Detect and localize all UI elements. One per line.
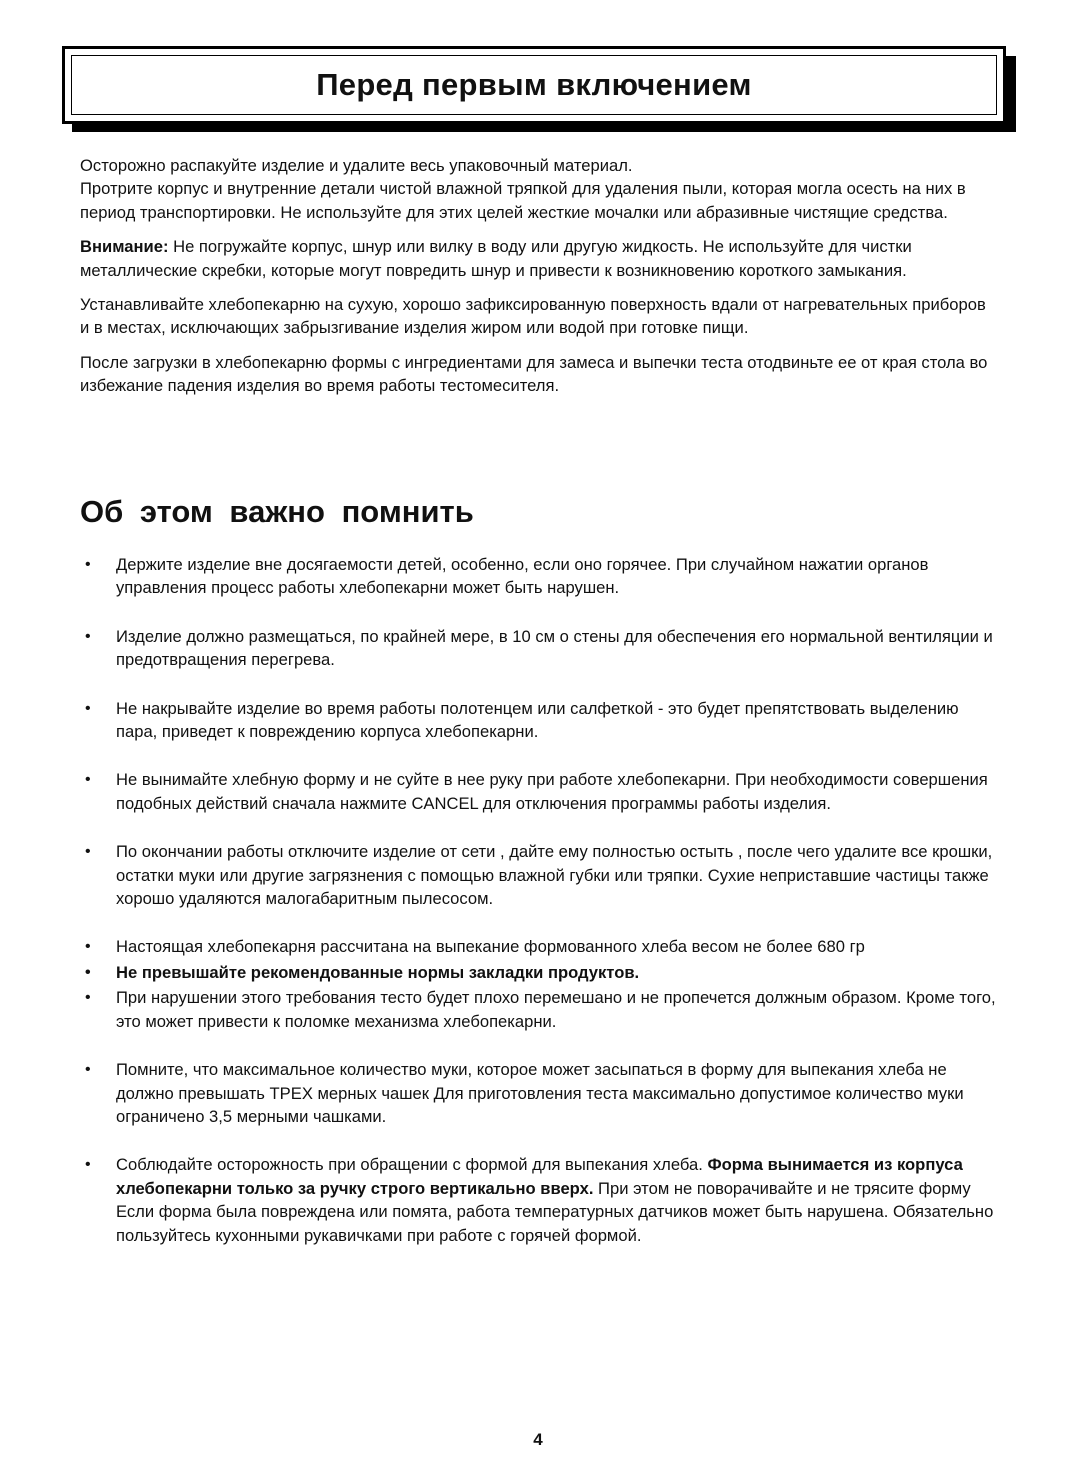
- intro-paragraph-2: [80, 235, 996, 282]
- list-item: [80, 625, 996, 672]
- list-item: [80, 553, 996, 600]
- bullet-icon: •: [85, 627, 91, 645]
- list-item: [80, 1058, 996, 1128]
- list-item-text: Помните, что максимальное количество муки, которое может засыпаться в форму для выпекания хлеба не должно превышать ТРЕХ мерных чашек Для приготовления теста максимально допустимое количество муки ограничено 3,5 мерными чашками.: [116, 1060, 964, 1126]
- intro-paragraph-3: Устанавливайте хлебопекарню на сухую, хорошо зафиксированную поверхность вдали от нагревательных приборов и в местах, исключающих забрызгивание изделия жиром или водой при готовке пищи.: [80, 295, 986, 338]
- intro-paragraph-4: После загрузки в хлебопекарню формы с ингредиентами для замеса и выпечки теста отодвиньте ее от края стола во избежание падения изделия во время работы тестомесителя.: [80, 352, 988, 396]
- list-item: [80, 935, 996, 958]
- list-item: [80, 961, 996, 984]
- title-banner: [62, 46, 1016, 132]
- warning-label: Внимание:: [80, 237, 169, 257]
- list-item-text: Не превышайте рекомендованные нормы закладки продуктов.: [116, 962, 640, 982]
- section-heading: Об этом важно помнить: [80, 494, 474, 529]
- list-item-text: Настоящая хлебопекарня рассчитана на выпекание формованного хлеба весом не более 680 гр: [116, 937, 865, 957]
- list-item-text: Держите изделие вне досягаемости детей, особенно, если оно горячее. При случайном нажатии органов управления процесс работы хлебопекарни может быть нарушен.: [116, 555, 929, 598]
- bullet-icon: •: [85, 843, 91, 861]
- intro-p1-line1: Осторожно распакуйте изделие и удалите весь упаковочный материал.: [80, 156, 633, 175]
- page-title: Перед первым включением: [316, 67, 752, 102]
- bullet-icon: •: [85, 699, 91, 717]
- list-item-text: По окончании работы отключите изделие от сети , дайте ему полностью остыть , после чего удалите все крошки, остатки муки или другие загрязнения с помощью влажной губки или тряпки. Сухие неприставшие частицы также хорошо удаляются малогабаритным пылесосом.: [116, 842, 993, 909]
- bullet-icon: •: [85, 963, 91, 981]
- list-item-text: Изделие должно размещаться, по крайней мере, в 10 см о стены для обеспечения его нормальной вентиляции и предотвращения перегрева.: [116, 626, 993, 670]
- bullet-icon: •: [85, 771, 91, 789]
- title-frame: [62, 46, 1006, 124]
- title-inner-frame: [71, 55, 997, 115]
- reminder-list: [80, 553, 996, 1247]
- list-item-text: Не накрывайте изделие во время работы полотенцем или салфеткой - это будет препятствовать выделению пара, приведет к повреждению корпуса хлебопекарни.: [116, 698, 959, 742]
- list-item-text-tail: При этом не поворачивайте и не трясите форму Если форма была повреждена или помята, работа температурных датчиков может быть нарушена. Обязательно пользуйтесь кухонными рукавичками при работе с горячей формой.: [116, 1178, 994, 1245]
- list-item: [80, 840, 996, 910]
- page-number: 4: [533, 1430, 543, 1449]
- intro-p1-line2: Протрите корпус и внутренние детали чистой влажной тряпкой для удаления пыли, которая могла осесть на них в период транспортировки. Не используйте для этих целей жесткие мочалки или абразивные чистящие средства.: [80, 179, 966, 222]
- list-item: [80, 1153, 996, 1247]
- list-item-text: При нарушении этого требования тесто будет плохо перемешано и не пропечется должным образом. Кроме того, это может привести к поломке механизма хлебопекарни.: [116, 988, 996, 1031]
- list-item: [80, 768, 996, 815]
- list-item: [80, 697, 996, 744]
- list-item-emphasis: Форма вынимается из корпуса хлебопекарни только за ручку строго вертикально вверх.: [116, 1155, 963, 1198]
- intro-paragraph-1: [80, 154, 996, 224]
- bullet-icon: •: [85, 1156, 91, 1174]
- bullet-icon: •: [85, 1061, 91, 1079]
- bullet-icon: •: [85, 989, 91, 1007]
- intro-section: [80, 154, 996, 409]
- warning-text: Не погружайте корпус, шнур или вилку в воду или другую жидкость. Не используйте для чистки металлические скребки, которые могут повредить шнур и привести к возникновению короткого замыкания.: [80, 237, 912, 280]
- list-item-text: Не вынимайте хлебную форму и не суйте в нее руку при работе хлебопекарни. При необходимости совершения подобных действий сначала нажмите CANCEL для отключения программы работы изделия.: [116, 770, 988, 813]
- bullet-icon: •: [85, 556, 91, 573]
- list-item: [80, 986, 996, 1033]
- list-item-text: Соблюдайте осторожность при обращении с формой для выпекания хлеба.: [116, 1155, 708, 1175]
- bullet-icon: •: [85, 938, 91, 956]
